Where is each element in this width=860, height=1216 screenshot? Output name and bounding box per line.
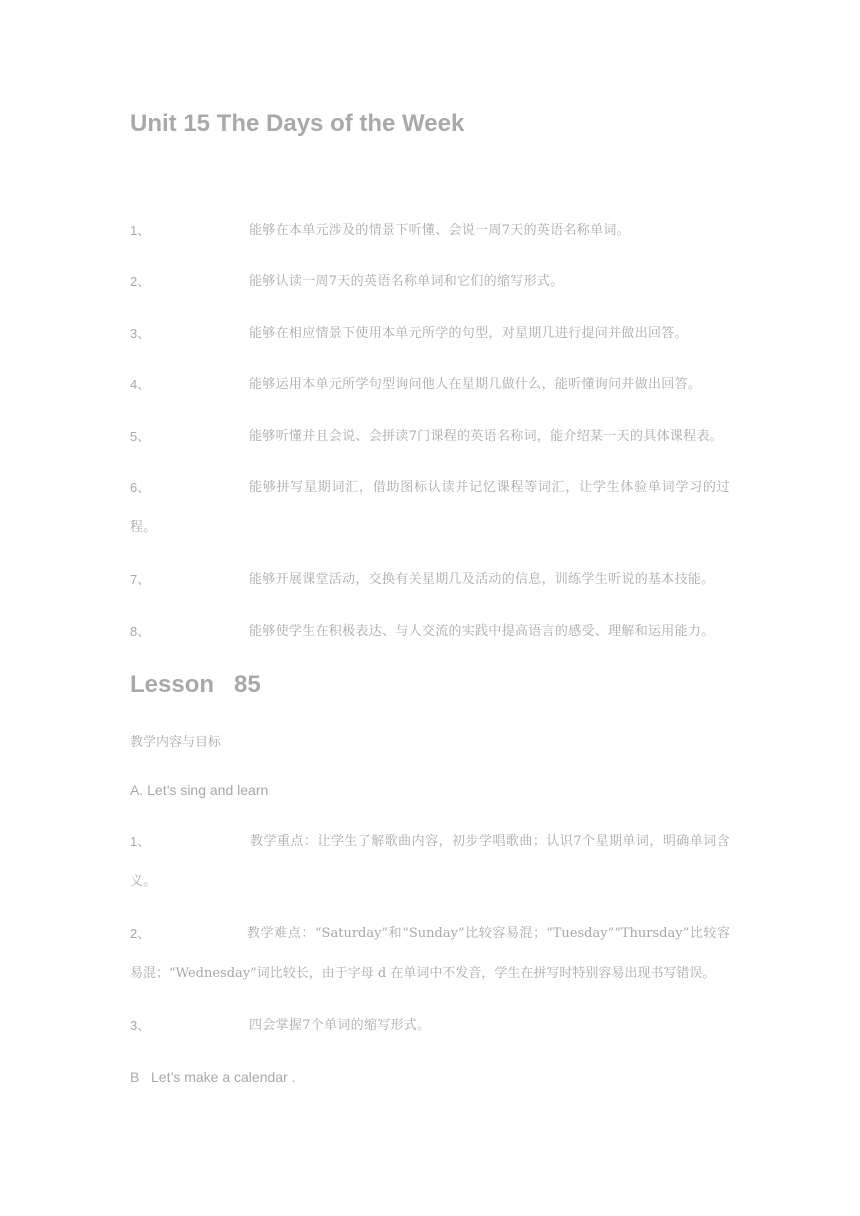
part-b-heading: B Let’s make a calendar . — [130, 1069, 296, 1085]
objective-number: 2、 — [130, 274, 151, 289]
part-a-item — [130, 822, 730, 902]
objective-item — [130, 365, 730, 405]
objective-text: 能够使学生在积极表达、与人交流的实践中提高语言的感受、理解和运用能力。 — [249, 624, 715, 639]
part-a-item-number: 3、 — [130, 1018, 151, 1033]
objective-number: 6、 — [130, 480, 151, 495]
section-heading: 教学内容与目标 — [130, 735, 222, 750]
objective-number: 5、 — [130, 429, 151, 444]
objective-text: 能够在相应情景下使用本单元所学的句型，对星期几进行提问并做出回答。 — [249, 326, 688, 341]
objective-item — [130, 314, 730, 354]
objective-number: 8、 — [130, 624, 151, 639]
objective-text: 能够在本单元涉及的情景下听懂、会说一周7天的英语名称单词。 — [249, 223, 630, 238]
unit-title: Unit 15 The Days of the Week — [130, 110, 465, 137]
part-a-item-text: 四会掌握7个单词的缩写形式。 — [249, 1018, 431, 1033]
objective-item — [130, 612, 730, 652]
part-a-item-text: 教学难点：“Saturday”和“Sunday”比较容易混；“Tuesday”“Thursday”比较容易混；“Wednesday”词比较长，由于字母 d 在单词中不发音，学生在拼写时特别容易出现书写错误。 — [130, 926, 730, 981]
part-a-item-number: 2、 — [130, 926, 151, 941]
objective-item — [130, 211, 730, 251]
objective-text: 能够运用本单元所学句型询问他人在星期几做什么，能听懂询问并做出回答。 — [249, 377, 702, 392]
part-a-item — [130, 914, 730, 994]
part-a-item — [130, 1006, 730, 1046]
objective-number: 4、 — [130, 377, 151, 392]
objective-text: 能够拼写星期词汇，借助图标认读并记忆课程等词汇，让学生体验单词学习的过程。 — [130, 480, 730, 535]
objective-number: 1、 — [130, 223, 151, 238]
objective-item — [130, 560, 730, 600]
part-a-heading: A. Let’s sing and learn — [130, 782, 269, 798]
objective-number: 7、 — [130, 572, 151, 587]
objective-item — [130, 417, 730, 457]
objective-item — [130, 262, 730, 302]
part-a-item-text: 教学重点：让学生了解歌曲内容，初步学唱歌曲；认识7个星期单词，明确单词含义。 — [130, 834, 730, 889]
objective-text: 能够听懂并且会说、会拼读7门课程的英语名称词，能介绍某一天的具体课程表。 — [249, 429, 724, 444]
part-a-item-number: 1、 — [130, 834, 151, 849]
lesson-title: Lesson 85 — [130, 671, 261, 698]
objective-text: 能够开展课堂活动，交换有关星期几及活动的信息，训练学生听说的基本技能。 — [249, 572, 715, 587]
objective-text: 能够认读一周7天的英语名称单词和它们的缩写形式。 — [249, 274, 564, 289]
objective-number: 3、 — [130, 326, 151, 341]
objective-item — [130, 468, 730, 548]
